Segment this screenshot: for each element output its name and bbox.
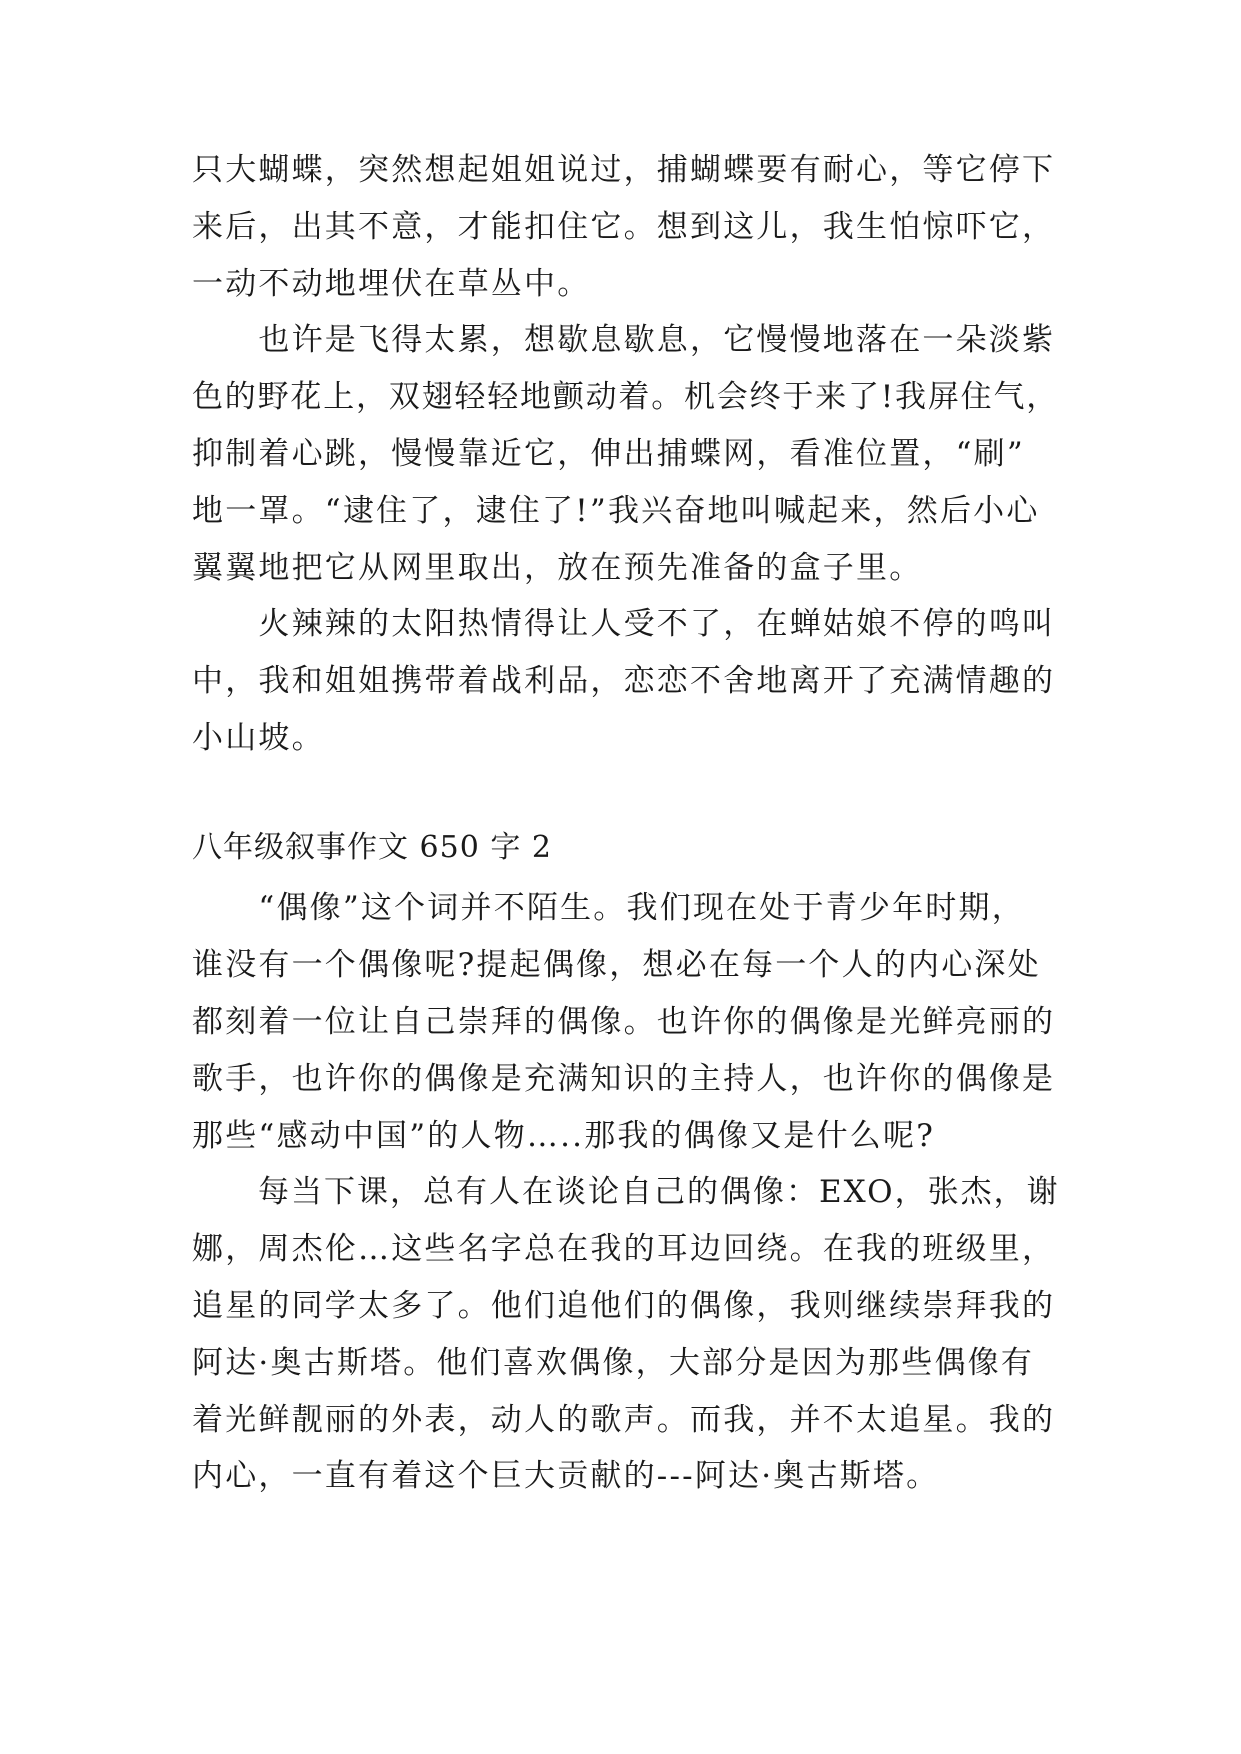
essay1-line: 色的野花上，双翅轻轻地颤动着。机会终于来了!我屏住气， [192, 379, 1060, 415]
essay1-line: 一动不动地埋伏在草丛中。 [192, 266, 591, 302]
essay2-line: “偶像”这个词并不陌生。我们现在处于青少年时期， [192, 890, 1025, 926]
essay1-line: 也许是飞得太累，想歇息歇息，它慢慢地落在一朵淡紫 [192, 322, 1056, 358]
essay1-line: 中，我和姐姐携带着战利品，恋恋不舍地离开了充满情趣的 [192, 663, 1056, 699]
essay1-line: 小山坡。 [192, 720, 325, 756]
essay2-line: 谁没有一个偶像呢?提起偶像，想必在每一个人的内心深处 [192, 947, 1041, 983]
essay1-line: 来后，出其不意，才能扣住它。想到这儿，我生怕惊吓它， [192, 209, 1056, 245]
essay1-line: 火辣辣的太阳热情得让人受不了，在蝉姑娘不停的鸣叫 [192, 606, 1056, 642]
essay2-line: 内心，一直有着这个巨大贡献的---阿达·奥古斯塔。 [192, 1458, 940, 1494]
essay1-line: 抑制着心跳，慢慢靠近它，伸出捕蝶网，看准位置，“刷” [192, 436, 1025, 472]
essay2-line: 娜，周杰伦…这些名字总在我的耳边回绕。在我的班级里， [192, 1231, 1056, 1267]
essay2-line: 阿达·奥古斯塔。他们喜欢偶像，大部分是因为那些偶像有 [192, 1345, 1035, 1381]
essay2-line: 那些“感动中国”的人物…..那我的偶像又是什么呢? [192, 1118, 936, 1154]
essay2-line: 追星的同学太多了。他们追他们的偶像，我则继续崇拜我的 [192, 1288, 1056, 1324]
essay1-line: 只大蝴蝶，突然想起姐姐说过，捕蝴蝶要有耐心，等它停下 [192, 152, 1056, 188]
essay2-line: 每当下课，总有人在谈论自己的偶像：EXO，张杰，谢 [192, 1174, 1060, 1210]
essay2-line: 都刻着一位让自己崇拜的偶像。也许你的偶像是光鲜亮丽的 [192, 1004, 1056, 1040]
essay2-title: 八年级叙事作文 650 字 2 [192, 830, 552, 865]
essay2-line: 歌手，也许你的偶像是充满知识的主持人，也许你的偶像是 [192, 1061, 1056, 1097]
essay1-line: 翼翼地把它从网里取出，放在预先准备的盒子里。 [192, 550, 923, 586]
essay1-line: 地一罩。“逮住了，逮住了!”我兴奋地叫喊起来，然后小心 [192, 493, 1040, 529]
essay2-line: 着光鲜靓丽的外表，动人的歌声。而我，并不太追星。我的 [192, 1402, 1056, 1438]
